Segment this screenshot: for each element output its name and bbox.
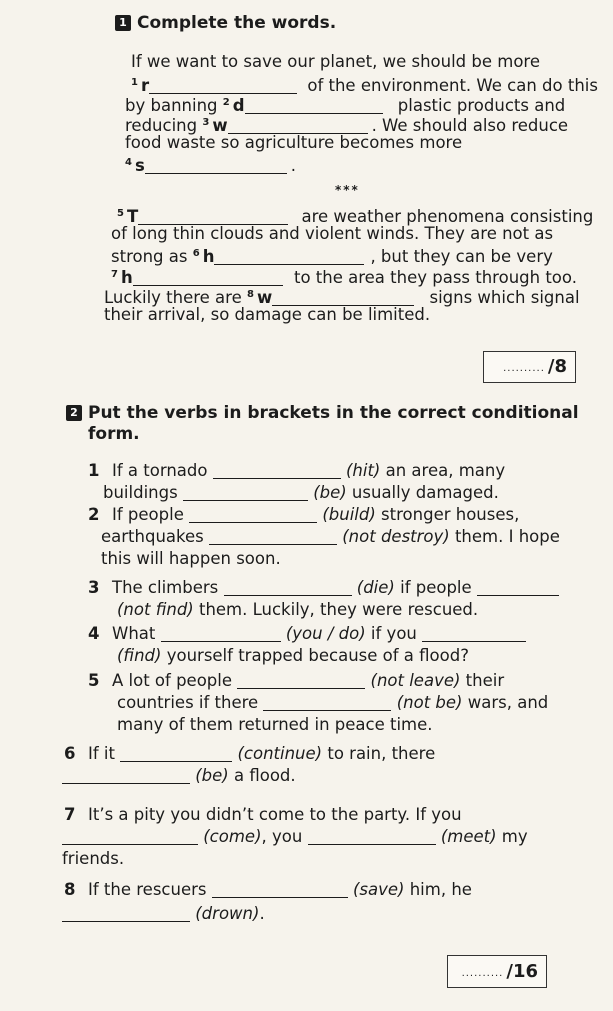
verb-prompt: (you / do) [285,624,366,643]
verb-prompt: (save) [352,880,405,899]
list-item [88,461,505,481]
gap-number: 3 [202,117,210,128]
verb-prompt: (continue) [237,744,323,763]
list-item [64,880,472,900]
text-fragment: Luckily there are [104,288,242,307]
answer-blank[interactable] [62,906,190,922]
score-box [483,351,576,383]
list-item [64,805,462,825]
verb-prompt: (be) [195,766,229,785]
list-item [88,671,504,691]
exercise-title-continued: form. [88,424,140,444]
answer-blank[interactable] [228,118,368,134]
text-line: their arrival, so damage can be limited. [104,305,431,324]
text-fragment: If people [112,505,184,524]
answer-blank[interactable] [237,673,365,689]
text-fragment: (build) stronger houses, [322,505,520,524]
text-fragment: (not leave) their [370,671,505,690]
answer-blank[interactable] [224,580,352,596]
text-fragment: of the environment. We can do this [307,76,598,95]
text-fragment: (meet) my [440,827,528,846]
answer-blank[interactable] [161,626,281,642]
score-blank[interactable]: .......... [503,363,545,374]
text-fragment: . We should also reduce [371,116,569,135]
answer-blank[interactable] [213,463,341,479]
text-fragment: If it [88,744,115,763]
item-number: 8 [64,880,76,899]
answer-blank[interactable] [183,485,308,501]
gap-number: 7 [111,269,118,280]
answer-blank[interactable] [62,768,190,784]
verb-prompt: (not destroy) [342,527,450,546]
list-item [88,578,559,598]
answer-blank[interactable] [189,507,317,523]
gap-starter: w [212,116,228,135]
list-item-continued [103,483,499,503]
list-item-continued [62,904,265,924]
item-number: 4 [88,624,100,643]
gap-number: 2 [222,97,230,108]
score-total: /16 [506,961,538,982]
list-item-continued [101,527,560,547]
text-fragment: reducing [125,116,198,135]
section-divider: *** [335,183,360,197]
verb-prompt: (find) [117,646,162,665]
answer-blank[interactable] [245,98,383,114]
verb-prompt: (die) [356,578,395,597]
gap-starter: d [232,96,245,115]
verb-prompt: (come) [203,827,262,846]
gap-starter: h [120,268,133,287]
text-fragment: If a tornado [112,461,208,480]
verb-prompt: (hit) [345,461,381,480]
item-number: 2 [88,505,100,524]
list-item-continued: (find) yourself trapped because of a flood? [117,646,469,665]
answer-blank[interactable] [209,529,337,545]
verb-prompt: (meet) [440,827,497,846]
text-fragment: (come), you [203,827,303,846]
text-line: of long thin clouds and violent winds. They are not as [111,224,554,243]
text-fragment: (not be) wars, and [396,693,549,712]
text-fragment: by banning [125,96,218,115]
text-line [111,244,553,267]
text-fragment: countries if there [117,693,259,712]
answer-blank[interactable] [120,746,232,762]
exercise-number-badge: 2 [66,405,82,421]
text-fragment: buildings [103,483,178,502]
gap-starter: h [202,247,215,266]
answer-blank[interactable] [62,829,198,845]
answer-blank[interactable] [138,209,288,225]
text-fragment: (continue) to rain, there [237,744,436,763]
text-fragment: to the area they pass through too. [293,268,577,287]
list-item-continued: many of them returned in peace time. [117,715,433,734]
text-fragment: What [112,624,156,643]
text-fragment: (be) usually damaged. [313,483,499,502]
text-fragment: (hit) an area, many [345,461,506,480]
verb-prompt: (not find) [117,600,194,619]
list-item [88,505,519,525]
item-number: 1 [88,461,100,480]
verb-prompt: (be) [313,483,347,502]
item-number: 7 [64,805,76,824]
list-item-continued [62,766,296,786]
text-fragment: are weather phenomena consisting [301,207,594,226]
text-fragment: signs which signal [429,288,580,307]
score-total: /8 [547,356,567,377]
text-line: If we want to save our planet, we should be more [131,52,540,71]
text-fragment: (save) him, he [352,880,472,899]
gap-starter: w [256,288,273,307]
list-item-continued [117,693,548,713]
verb-prompt: (not be) [396,693,463,712]
answer-blank[interactable] [212,882,348,898]
score-blank[interactable]: .......... [461,968,504,979]
list-item [88,624,526,644]
text-fragment: earthquakes [101,527,204,546]
text-fragment: strong as [111,247,188,266]
text-fragment: . [290,156,297,175]
answer-blank[interactable] [477,580,559,596]
item-number: 5 [88,671,100,690]
text-fragment: The climbers [112,578,219,597]
gap-number: 5 [117,208,124,219]
gap-number: 6 [192,248,200,259]
text-fragment: , but they can be very [370,247,553,266]
list-item-continued: this will happen soon. [101,549,281,568]
answer-blank[interactable] [214,249,364,265]
item-number: 6 [64,744,76,763]
exercise-title: Put the verbs in brackets in the correct conditional [88,403,579,423]
list-item-continued: (not find) them. Luckily, they were rescued. [117,600,479,619]
verb-prompt: (build) [322,505,376,524]
item-number: 3 [88,578,100,597]
text-fragment: (not destroy) them. I hope [342,527,560,546]
answer-blank[interactable] [263,695,391,711]
exercise-2-heading [66,403,579,423]
score-box [447,955,547,988]
text-fragment: (die) if people [356,578,472,597]
verb-prompt: (drown) [195,904,260,923]
verb-prompt: (not leave) [370,671,461,690]
text-line [125,153,296,176]
text-fragment: (be) a flood. [195,766,296,785]
gap-starter: T [126,207,139,226]
text-fragment: (you / do) if you [285,624,417,643]
exercise-1-heading [115,13,336,33]
gap-starter: s [134,156,145,175]
exercise-number-badge: 1 [115,15,131,31]
gap-starter: r [140,76,150,95]
text-line: food waste so agriculture becomes more [125,133,463,152]
text-fragment: If the rescuers [88,880,207,899]
answer-blank[interactable] [422,626,526,642]
answer-blank[interactable] [149,78,297,94]
answer-blank[interactable] [308,829,436,845]
text-fragment: It’s a pity you didn’t come to the party. If you [88,805,462,824]
gap-number: 8 [247,289,254,300]
gap-number: 4 [125,157,132,168]
answer-blank[interactable] [133,270,283,286]
text-fragment: A lot of people [112,671,233,690]
list-item [64,744,435,764]
exercise-title: Complete the words. [137,13,337,33]
list-item-continued [62,827,528,847]
gap-number: 1 [131,77,138,88]
list-item-continued: friends. [62,849,125,868]
answer-blank[interactable] [145,158,287,174]
text-fragment: plastic products and [397,96,566,115]
answer-blank[interactable] [272,290,414,306]
text-fragment: (drown). [195,904,265,923]
